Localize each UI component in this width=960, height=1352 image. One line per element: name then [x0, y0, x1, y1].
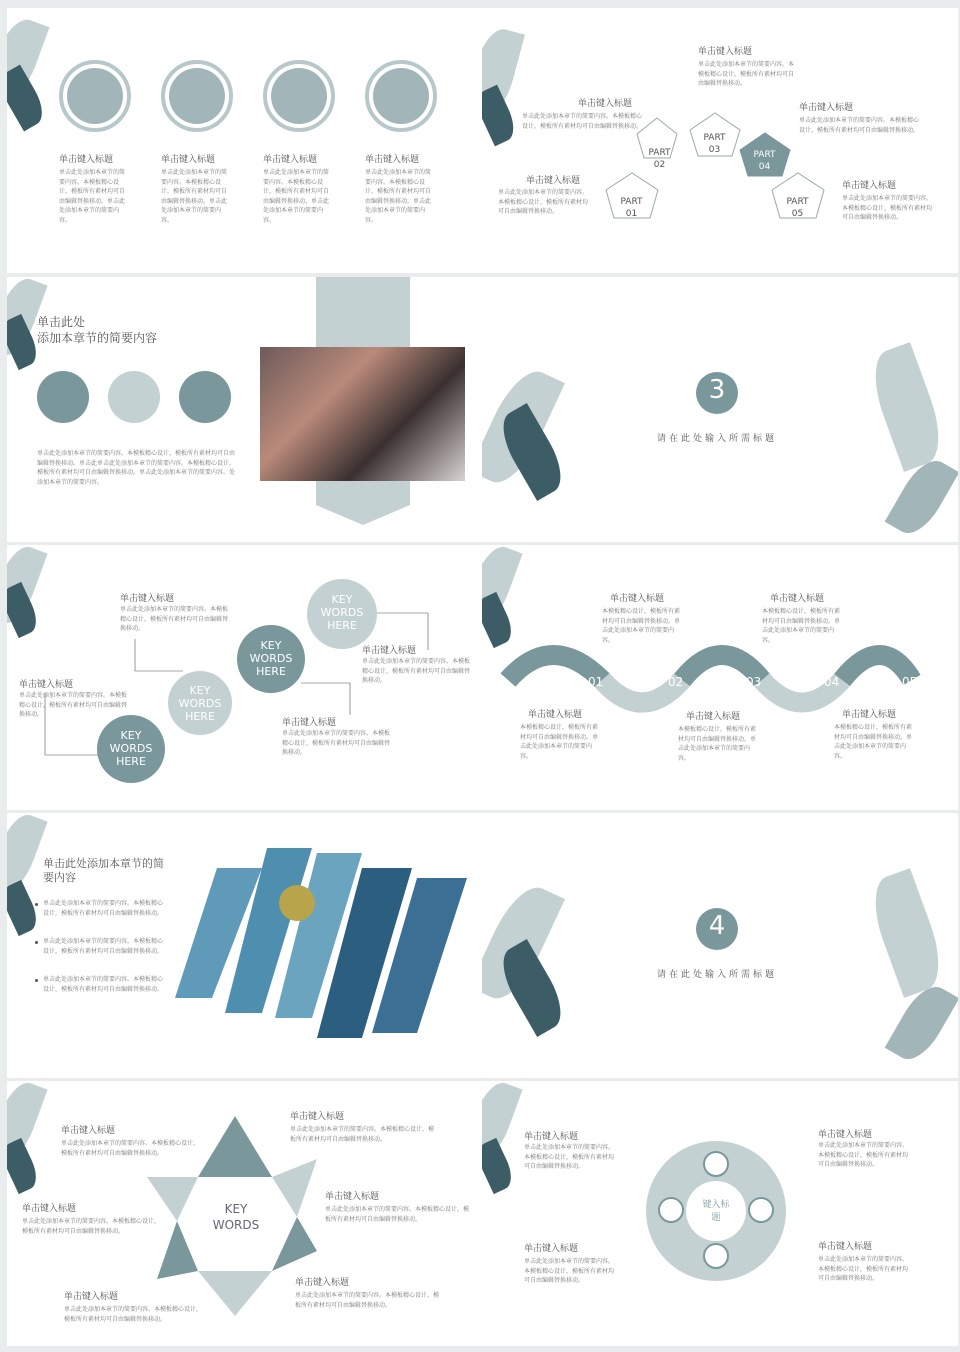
slide-7: [7, 813, 483, 1078]
body-top: 单击此处添加本章节的简要内容。本模板精心设计，模板所有素材均可自由编辑替换移动。: [698, 61, 795, 87]
item-title: 单击键入标题: [365, 155, 420, 165]
slide-8: [482, 813, 958, 1078]
step-title-top-1: 单击键入标题: [610, 594, 665, 604]
umbrella-icon: [198, 1271, 272, 1316]
title-4: 单击键入标题: [282, 718, 337, 728]
title-left-1: 单击键入标题: [61, 1126, 116, 1136]
body-right-1: 单击此处添加本章节的简要内容。本模板精心设计，模板所有素材均可自由编辑替换移动。: [290, 1126, 435, 1143]
person-icon: [169, 68, 225, 124]
body-left-2: 单击此处添加本章节的简要内容。本模板精心设计，模板所有素材均可自由编辑替换移动。: [22, 1218, 161, 1235]
part-label-05: PART 05: [786, 197, 809, 219]
head-idea-icon: [179, 371, 231, 423]
title-right-1: 单击键入标题: [818, 1130, 873, 1140]
book-photo: [260, 347, 465, 481]
body-right-1: 单击此处添加本章节的简要内容。本模板精心设计，模板所有素材均可自由编辑替换移动。: [818, 1142, 909, 1168]
keyword-text-3: KEY WORDS HERE: [249, 639, 293, 678]
item-body: 单击此处添加本章节的简要内容。本模板精心设计，模板所有素材均可自由编辑替换移动。单击此处添加本章节的简要内容。: [365, 169, 432, 224]
title-3: 单击键入标题: [362, 646, 417, 656]
title-left-2: 单击键入标题: [526, 176, 581, 186]
part-label-02: PART 02: [648, 148, 671, 170]
step-number-02: 02: [668, 675, 684, 689]
keyword-text-4: KEY WORDS HERE: [320, 593, 364, 632]
body-2: 单击此处添加本章节的简要内容。本模板精心设计，模板所有素材均可自由编辑替换移动。: [19, 692, 128, 718]
step-number-05: 05: [902, 675, 918, 689]
body-left-1: 单击此处添加本章节的简要内容。本模板精心设计，模板所有素材均可自由编辑替换移动。: [524, 1144, 615, 1170]
slide-1: [7, 8, 483, 273]
section-subtitle: 请在此处输入所需标题: [656, 434, 777, 444]
slanted-photo-strips: [7, 813, 483, 1078]
body-left-2: 单击此处添加本章节的简要内容。本模板精心设计，模板所有素材均可自由编辑替换移动。: [498, 189, 589, 215]
step-number-04: 04: [824, 675, 840, 689]
leaf-decoration: [863, 868, 951, 998]
section-subtitle: 请在此处输入所需标题: [656, 970, 777, 980]
step-number-01: 01: [588, 675, 604, 689]
title-1: 单击键入标题: [120, 594, 175, 604]
body-3: 单击此处添加本章节的简要内容。本模板精心设计，模板所有素材均可自由编辑替换移动。: [362, 658, 471, 684]
title-right-2: 单击键入标题: [842, 181, 897, 191]
body-1: 单击此处添加本章节的简要内容。本模板精心设计，模板所有素材均可自由编辑替换移动。: [120, 606, 229, 632]
step-body-bottom-2: 本模板精心设计，模板所有素材均可自由编辑替换移动。单击此处添加本章节的简要内容。: [678, 726, 757, 762]
slide-3: [7, 277, 483, 542]
body-right-2: 单击此处添加本章节的简要内容。本模板精心设计，模板所有素材均可自由编辑替换移动。: [325, 1206, 470, 1223]
step-title-bottom-2: 单击键入标题: [686, 712, 741, 722]
gear-icon: [703, 1151, 729, 1177]
leaf-decoration: [885, 978, 958, 1067]
title-left-1: 单击键入标题: [578, 99, 633, 109]
body-left-3: 单击此处添加本章节的简要内容。本模板精心设计，模板所有素材均可自由编辑替换移动。: [64, 1306, 203, 1323]
briefcase-icon: [198, 1116, 272, 1177]
keyword-text-2: KEY WORDS HERE: [178, 684, 222, 723]
body-left-1: 单击此处添加本章节的简要内容。本模板精心设计，模板所有素材均可自由编辑替换移动。: [61, 1140, 200, 1157]
section-number: 3: [708, 375, 726, 405]
puzzle-icon: [147, 1177, 198, 1221]
item-body: 单击此处添加本章节的简要内容。本模板精心设计，模板所有素材均可自由编辑替换移动。单击此处添加本章节的简要内容。: [161, 169, 228, 224]
leaf-decoration: [885, 452, 958, 541]
step-number-03: 03: [746, 675, 762, 689]
body-right-1: 单击此处添加本章节的简要内容。本模板精心设计，模板所有素材均可自由编辑替换移动。: [799, 117, 920, 134]
part-label-03: PART 03: [703, 133, 726, 155]
section-number: 4: [708, 911, 726, 941]
title-left-2: 单击键入标题: [524, 1244, 579, 1254]
bullet-text-3: 单击此处添加本章节的简要内容。本模板精心设计，模板所有素材均可自由编辑替换移动。: [43, 976, 164, 993]
step-body-top-2: 本模板精心设计，模板所有素材均可自由编辑替换移动。单击此处添加本章节的简要内容。: [762, 608, 841, 644]
center-keyword: KEY WORDS: [212, 1202, 260, 1232]
slide-heading: 单击此处添加本章节的简要内容: [43, 857, 164, 884]
cloud-network-icon: [271, 68, 327, 124]
slide-4: [482, 277, 958, 542]
step-title-bottom-1: 单击键入标题: [528, 710, 583, 720]
title-right-2: 单击键入标题: [325, 1192, 380, 1202]
part-label-04: PART 04: [753, 150, 776, 172]
item-title: 单击键入标题: [263, 155, 318, 165]
title-right-3: 单击键入标题: [295, 1278, 350, 1288]
clipboard-icon: [157, 1221, 198, 1279]
megaphone-icon: [658, 1197, 684, 1223]
title-left-1: 单击键入标题: [524, 1132, 579, 1142]
item-body: 单击此处添加本章节的简要内容。本模板精心设计，模板所有素材均可自由编辑替换移动。单击此处添加本章节的简要内容。: [59, 169, 126, 224]
slide-2: [482, 8, 958, 273]
body-right-3: 单击此处添加本章节的简要内容。本模板精心设计，模板所有素材均可自由编辑替换移动。: [295, 1292, 440, 1309]
slide-9: [7, 1081, 483, 1346]
item-title: 单击键入标题: [161, 155, 216, 165]
body-left-1: 单击此处添加本章节的简要内容。本模板精心设计，模板所有素材均可自由编辑替换移动。: [522, 113, 643, 130]
heading-line-2: 添加本章节的简要内容: [37, 331, 158, 345]
leaf-decoration: [482, 1138, 517, 1194]
tie-icon: [272, 1217, 317, 1271]
bullet-text-1: 单击此处添加本章节的简要内容。本模板精心设计，模板所有素材均可自由编辑替换移动。: [43, 900, 164, 917]
body-left-2: 单击此处添加本章节的简要内容。本模板精心设计，模板所有素材均可自由编辑替换移动。: [524, 1258, 615, 1284]
title-right-1: 单击键入标题: [799, 103, 854, 113]
title-left-3: 单击键入标题: [64, 1292, 119, 1302]
shopping-bag-icon: [108, 371, 160, 423]
slide-5: [7, 545, 483, 810]
title-right-2: 单击键入标题: [818, 1242, 873, 1252]
part-label-01: PART 01: [620, 197, 643, 219]
rocket-icon: [37, 371, 89, 423]
heading-line-1: 单击此处: [37, 315, 86, 329]
step-body-top-1: 本模板精心设计，模板所有素材均可自由编辑替换移动。单击此处添加本章节的简要内容。: [602, 608, 681, 644]
leaf-decoration: [863, 342, 951, 472]
center-title: 键入标题: [702, 1200, 730, 1223]
coffee-icon: [272, 1159, 317, 1217]
step-title-top-2: 单击键入标题: [770, 594, 825, 604]
item-title: 单击键入标题: [59, 155, 114, 165]
section-body: 单击此处添加本章节的简要内容。本模板精心设计，模板所有素材均可自由编辑替换移动。单击此单击此处添加本章节的简要内容。本模板精心设计，模板所有素材均可自由编辑替换移动。单击此处添加本章节的简要内容。处添加本章节的简要内容。: [37, 450, 236, 486]
wave-arrow: [482, 545, 958, 810]
step-title-bottom-3: 单击键入标题: [842, 710, 897, 720]
step-body-bottom-1: 本模板精心设计，模板所有素材均可自由编辑替换移动。单击此处添加本章节的简要内容。: [520, 724, 599, 760]
item-body: 单击此处添加本章节的简要内容。本模板精心设计，模板所有素材均可自由编辑替换移动。单击此处添加本章节的简要内容。: [263, 169, 330, 224]
bullet-text-2: 单击此处添加本章节的简要内容。本模板精心设计，模板所有素材均可自由编辑替换移动。: [43, 938, 164, 955]
banner-arrow: [316, 505, 410, 525]
slide-10: [482, 1081, 958, 1346]
document-icon: [67, 68, 123, 124]
title-left-2: 单击键入标题: [22, 1204, 77, 1214]
title-top: 单击键入标题: [698, 47, 753, 57]
slide-6: [482, 545, 958, 810]
step-body-bottom-3: 本模板精心设计，模板所有素材均可自由编辑替换移动。单击此处添加本章节的简要内容。: [834, 724, 913, 760]
body-right-2: 单击此处添加本章节的简要内容。本模板精心设计，模板所有素材均可自由编辑替换移动。: [818, 1256, 909, 1282]
body-right-2: 单击此处添加本章节的简要内容。本模板精心设计，模板所有素材均可自由编辑替换移动。: [842, 195, 933, 221]
lightbulb-icon: [703, 1243, 729, 1269]
title-2: 单击键入标题: [19, 680, 74, 690]
contact-book-icon: [373, 68, 429, 124]
title-right-1: 单击键入标题: [290, 1112, 345, 1122]
keyword-text-1: KEY WORDS HERE: [109, 729, 153, 768]
body-4: 单击此处添加本章节的简要内容。本模板精心设计，模板所有素材均可自由编辑替换移动。: [282, 730, 391, 756]
document-frame-icon: [748, 1197, 774, 1223]
